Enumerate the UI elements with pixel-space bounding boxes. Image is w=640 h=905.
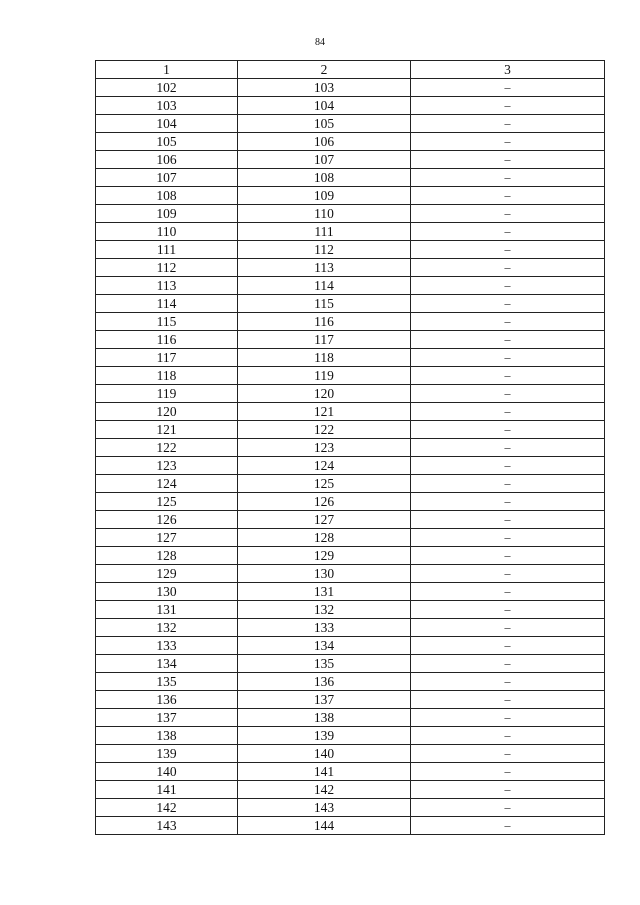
- table-cell-col-3: –: [411, 403, 605, 421]
- table-cell-col-3: –: [411, 619, 605, 637]
- table-row: [96, 547, 605, 565]
- table-cell-col-1: 124: [96, 475, 238, 493]
- table-cell-col-2: 121: [238, 403, 411, 421]
- table-cell-col-3: –: [411, 79, 605, 97]
- table-cell-col-3: –: [411, 511, 605, 529]
- table-cell-col-2: 107: [238, 151, 411, 169]
- table-row: [96, 529, 605, 547]
- table-cell-col-3: –: [411, 295, 605, 313]
- table-row: [96, 151, 605, 169]
- table-cell-col-1: 114: [96, 295, 238, 313]
- table-cell-col-2: 138: [238, 709, 411, 727]
- table-row: [96, 655, 605, 673]
- table-row: [96, 277, 605, 295]
- table-cell-col-3: –: [411, 727, 605, 745]
- table-header-row: [96, 61, 605, 79]
- table-row: [96, 817, 605, 835]
- table-cell-col-1: 125: [96, 493, 238, 511]
- table-row: [96, 295, 605, 313]
- table-row: [96, 727, 605, 745]
- column-header-1: 1: [96, 61, 238, 79]
- page-number: 84: [315, 37, 325, 48]
- table-cell-col-1: 103: [96, 97, 238, 115]
- table-cell-col-1: 108: [96, 187, 238, 205]
- table-body: [96, 79, 605, 835]
- table-cell-col-2: 117: [238, 331, 411, 349]
- table-cell-col-1: 109: [96, 205, 238, 223]
- table-cell-col-1: 112: [96, 259, 238, 277]
- table-cell-col-3: –: [411, 133, 605, 151]
- table-cell-col-2: 122: [238, 421, 411, 439]
- table-row: [96, 169, 605, 187]
- table-row: [96, 133, 605, 151]
- table-cell-col-3: –: [411, 799, 605, 817]
- table-cell-col-2: 141: [238, 763, 411, 781]
- table-cell-col-1: 142: [96, 799, 238, 817]
- table-row: [96, 457, 605, 475]
- table-cell-col-3: –: [411, 673, 605, 691]
- table-cell-col-2: 144: [238, 817, 411, 835]
- table-row: [96, 205, 605, 223]
- data-table: [95, 60, 605, 835]
- table-cell-col-1: 115: [96, 313, 238, 331]
- table-cell-col-1: 139: [96, 745, 238, 763]
- table-cell-col-1: 127: [96, 529, 238, 547]
- table-cell-col-3: –: [411, 259, 605, 277]
- table-cell-col-2: 109: [238, 187, 411, 205]
- table-cell-col-1: 132: [96, 619, 238, 637]
- table-cell-col-1: 122: [96, 439, 238, 457]
- table-cell-col-3: –: [411, 817, 605, 835]
- table-cell-col-3: –: [411, 655, 605, 673]
- table-cell-col-1: 116: [96, 331, 238, 349]
- table-cell-col-3: –: [411, 547, 605, 565]
- table-cell-col-2: 123: [238, 439, 411, 457]
- table-cell-col-3: –: [411, 313, 605, 331]
- table-cell-col-1: 119: [96, 385, 238, 403]
- table-cell-col-1: 143: [96, 817, 238, 835]
- table-cell-col-2: 127: [238, 511, 411, 529]
- table-cell-col-2: 133: [238, 619, 411, 637]
- table-row: [96, 565, 605, 583]
- table-row: [96, 763, 605, 781]
- table-cell-col-1: 140: [96, 763, 238, 781]
- table-cell-col-2: 143: [238, 799, 411, 817]
- table-cell-col-2: 126: [238, 493, 411, 511]
- table-row: [96, 601, 605, 619]
- table-row: [96, 691, 605, 709]
- table-row: [96, 583, 605, 601]
- table-row: [96, 493, 605, 511]
- table-row: [96, 421, 605, 439]
- table-cell-col-3: –: [411, 637, 605, 655]
- table-cell-col-3: –: [411, 781, 605, 799]
- table-cell-col-1: 129: [96, 565, 238, 583]
- table-cell-col-3: –: [411, 475, 605, 493]
- column-header-2: 2: [238, 61, 411, 79]
- table-cell-col-3: –: [411, 763, 605, 781]
- table-cell-col-1: 105: [96, 133, 238, 151]
- table-cell-col-3: –: [411, 421, 605, 439]
- table-row: [96, 511, 605, 529]
- table-cell-col-1: 118: [96, 367, 238, 385]
- table-cell-col-3: –: [411, 493, 605, 511]
- table-row: [96, 313, 605, 331]
- table-cell-col-1: 111: [96, 241, 238, 259]
- table-cell-col-3: –: [411, 745, 605, 763]
- table-cell-col-1: 128: [96, 547, 238, 565]
- table-cell-col-2: 105: [238, 115, 411, 133]
- table-row: [96, 673, 605, 691]
- table-cell-col-3: –: [411, 565, 605, 583]
- table-cell-col-1: 131: [96, 601, 238, 619]
- table-cell-col-2: 114: [238, 277, 411, 295]
- table-cell-col-1: 138: [96, 727, 238, 745]
- table-row: [96, 385, 605, 403]
- table-cell-col-2: 115: [238, 295, 411, 313]
- table-cell-col-1: 123: [96, 457, 238, 475]
- table-cell-col-1: 133: [96, 637, 238, 655]
- table-cell-col-3: –: [411, 349, 605, 367]
- table-cell-col-2: 120: [238, 385, 411, 403]
- table-row: [96, 259, 605, 277]
- table-row: [96, 97, 605, 115]
- table-cell-col-2: 142: [238, 781, 411, 799]
- table-cell-col-3: –: [411, 205, 605, 223]
- table-cell-col-3: –: [411, 241, 605, 259]
- table-row: [96, 745, 605, 763]
- table-cell-col-2: 124: [238, 457, 411, 475]
- table-cell-col-1: 121: [96, 421, 238, 439]
- table-cell-col-3: –: [411, 97, 605, 115]
- table-row: [96, 475, 605, 493]
- table-cell-col-2: 140: [238, 745, 411, 763]
- table-row: [96, 637, 605, 655]
- table-row: [96, 619, 605, 637]
- table-cell-col-3: –: [411, 169, 605, 187]
- table-cell-col-1: 102: [96, 79, 238, 97]
- table-cell-col-2: 135: [238, 655, 411, 673]
- table-cell-col-1: 134: [96, 655, 238, 673]
- table-cell-col-3: –: [411, 439, 605, 457]
- table-cell-col-3: –: [411, 691, 605, 709]
- table-cell-col-2: 131: [238, 583, 411, 601]
- table-cell-col-2: 118: [238, 349, 411, 367]
- table-cell-col-3: –: [411, 529, 605, 547]
- table-cell-col-2: 111: [238, 223, 411, 241]
- table-cell-col-1: 126: [96, 511, 238, 529]
- table-cell-col-1: 113: [96, 277, 238, 295]
- table-cell-col-2: 132: [238, 601, 411, 619]
- table-cell-col-2: 103: [238, 79, 411, 97]
- table-cell-col-3: –: [411, 331, 605, 349]
- table-cell-col-2: 108: [238, 169, 411, 187]
- table-cell-col-3: –: [411, 223, 605, 241]
- table-cell-col-2: 104: [238, 97, 411, 115]
- table-cell-col-2: 110: [238, 205, 411, 223]
- table-cell-col-2: 106: [238, 133, 411, 151]
- table-cell-col-2: 116: [238, 313, 411, 331]
- table-cell-col-2: 139: [238, 727, 411, 745]
- table-cell-col-3: –: [411, 151, 605, 169]
- table-row: [96, 115, 605, 133]
- table-row: [96, 367, 605, 385]
- table-row: [96, 223, 605, 241]
- table-cell-col-3: –: [411, 277, 605, 295]
- table-cell-col-2: 128: [238, 529, 411, 547]
- table-cell-col-1: 120: [96, 403, 238, 421]
- table-cell-col-2: 119: [238, 367, 411, 385]
- table-cell-col-3: –: [411, 115, 605, 133]
- table-cell-col-3: –: [411, 457, 605, 475]
- table-row: [96, 709, 605, 727]
- table-cell-col-3: –: [411, 385, 605, 403]
- table-cell-col-1: 130: [96, 583, 238, 601]
- table-row: [96, 241, 605, 259]
- table-cell-col-3: –: [411, 709, 605, 727]
- table-row: [96, 403, 605, 421]
- table-cell-col-1: 136: [96, 691, 238, 709]
- table-row: [96, 439, 605, 457]
- table-cell-col-1: 107: [96, 169, 238, 187]
- table-cell-col-1: 141: [96, 781, 238, 799]
- table-row: [96, 331, 605, 349]
- table-row: [96, 781, 605, 799]
- table-cell-col-1: 137: [96, 709, 238, 727]
- column-header-3: 3: [411, 61, 605, 79]
- table-cell-col-3: –: [411, 367, 605, 385]
- table-cell-col-1: 135: [96, 673, 238, 691]
- table-row: [96, 349, 605, 367]
- table-cell-col-1: 110: [96, 223, 238, 241]
- table-cell-col-2: 130: [238, 565, 411, 583]
- table-row: [96, 799, 605, 817]
- table-cell-col-1: 117: [96, 349, 238, 367]
- table-cell-col-2: 134: [238, 637, 411, 655]
- table-cell-col-2: 129: [238, 547, 411, 565]
- table-cell-col-2: 137: [238, 691, 411, 709]
- table-cell-col-2: 112: [238, 241, 411, 259]
- table-cell-col-1: 104: [96, 115, 238, 133]
- table-cell-col-2: 113: [238, 259, 411, 277]
- table-cell-col-3: –: [411, 187, 605, 205]
- table-row: [96, 187, 605, 205]
- table-cell-col-2: 125: [238, 475, 411, 493]
- table-cell-col-3: –: [411, 601, 605, 619]
- table-cell-col-3: –: [411, 583, 605, 601]
- table-row: [96, 79, 605, 97]
- table-cell-col-2: 136: [238, 673, 411, 691]
- table-cell-col-1: 106: [96, 151, 238, 169]
